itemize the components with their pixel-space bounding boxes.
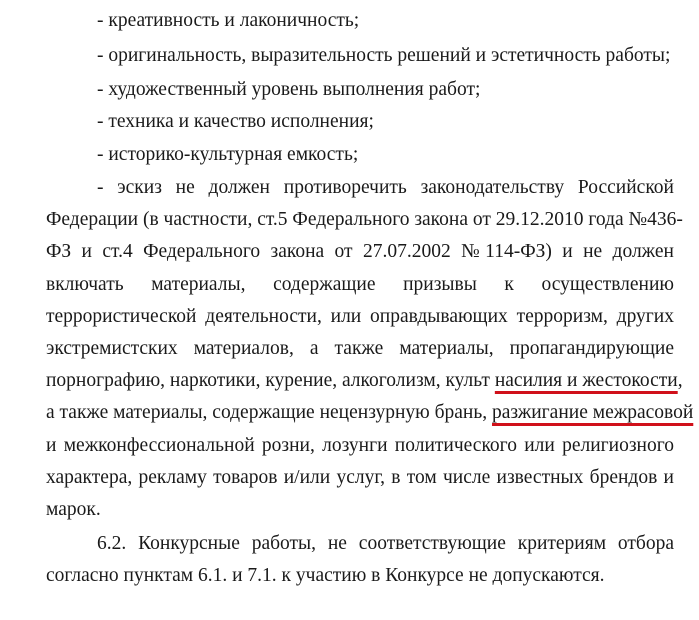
sketch-requirements-paragraph [46, 172, 694, 526]
red-underlined-phrase: разжигание межрасовой [492, 402, 694, 424]
paragraph-line: 6.2. Конкурсные работы, не соответствующие критериям отбора [97, 533, 674, 554]
line-text: , [677, 370, 683, 392]
paragraph-line [46, 365, 683, 397]
paragraph-line: согласно пунктам 6.1. и 7.1. к участию в Конкурсе не допускаются. [46, 565, 605, 587]
paragraph-line: марок. [46, 498, 101, 520]
criteria-item: - техника и качество исполнения; [97, 111, 374, 132]
paragraph-line: и межконфессиональной розни, лозунги политического или религиозного [46, 434, 674, 456]
paragraph-line: террористической деятельности, или оправдывающих терроризм, других [46, 305, 674, 327]
paragraph-line [46, 397, 694, 429]
criteria-item: - художественный уровень выполнения работ; [97, 79, 481, 100]
line-text: порнографию, наркотики, курение, алкоголизм, культ [46, 370, 495, 392]
criteria-item: - историко-культурная емкость; [97, 144, 359, 165]
paragraph-line: экстремистских материалов, а также материалы, пропагандирующие [46, 337, 674, 359]
paragraph-line: включать материалы, содержащие призывы к осуществлению [46, 273, 674, 295]
paragraph-line: ФЗ и ст.4 Федерального закона от 27.07.2002 №114-ФЗ) и не должен [46, 241, 674, 263]
red-underlined-phrase: насилия и жестокости [494, 370, 678, 392]
rejection-paragraph [46, 528, 674, 592]
paragraph-line: - эскиз не должен противоречить законодательству Российской [97, 177, 674, 198]
criteria-item: - креативность и лаконичность; [97, 10, 360, 31]
line-text: а также материалы, содержащие нецензурную брань, [46, 402, 493, 424]
paragraph-line: характера, рекламу товаров и/или услуг, в том числе известных брендов и [46, 466, 674, 488]
criteria-item: - оригинальность, выразительность решений и эстетичность работы; [97, 45, 671, 66]
paragraph-line: Федерации (в частности, ст.5 Федерального закона от 29.12.2010 года №436- [46, 209, 683, 231]
